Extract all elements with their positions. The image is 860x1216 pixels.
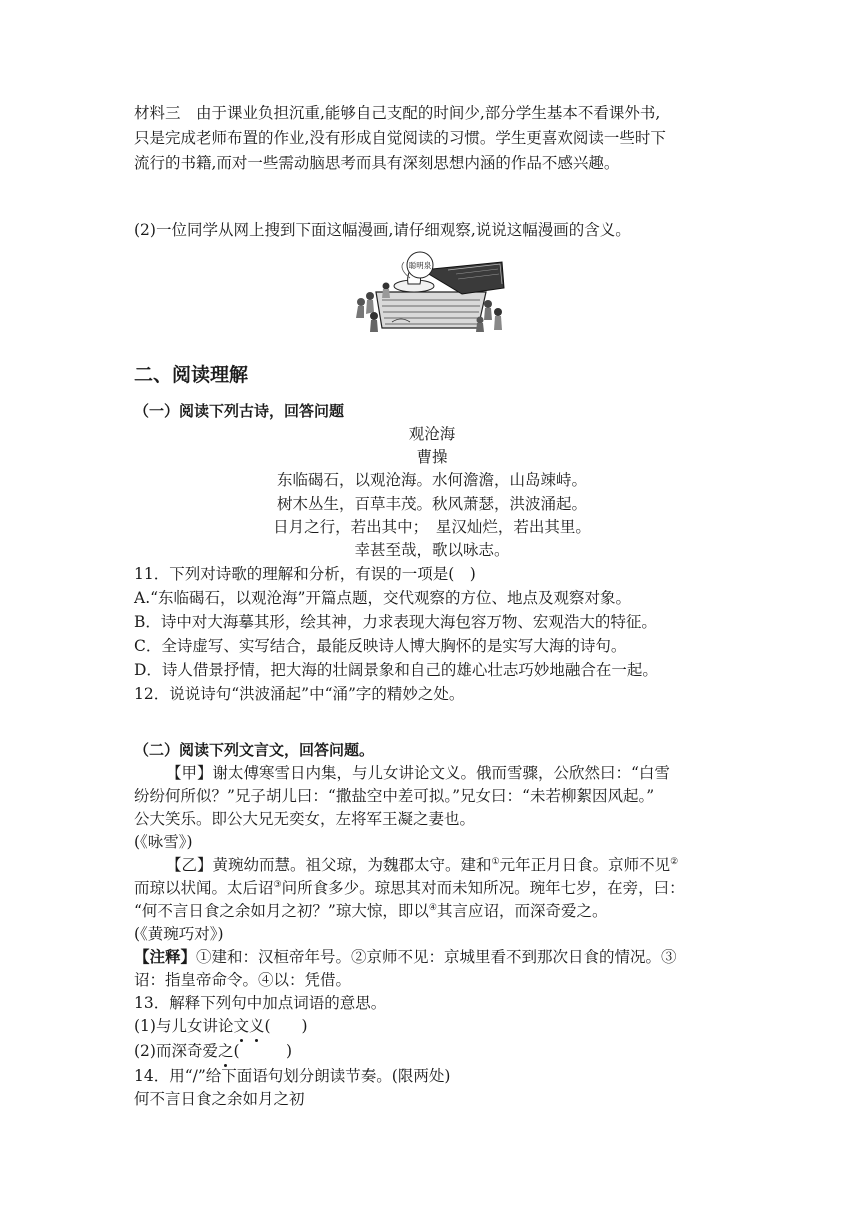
dotted-word: 义 — [249, 1014, 265, 1038]
poem-line: 幸甚至哉，歌以咏志。 — [354, 541, 510, 559]
part1-title: （一）阅读下列古诗，回答问题 — [134, 402, 345, 420]
poem-line: 东临碣石，以观沧海。水何澹澹，山岛竦峙。 — [276, 471, 587, 489]
notes-label: 【注释】 — [134, 947, 197, 966]
answer-blank: ( ) — [233, 1042, 293, 1060]
question-11-option-a: A.“东临碣石，以观沧海”开篇点题，交代观察的方位、地点及观察对象。 — [134, 589, 631, 607]
question-14-sentence: 何不言日食之余如月之初 — [134, 1090, 305, 1108]
question-11-stem: 11．下列对诗歌的理解和分析，有误的一项是( ) — [134, 565, 476, 583]
material3-line1: 材料三 由于课业负担沉重,能够自己支配的时间少,部分学生基本不看课外书, — [134, 104, 661, 122]
question-12: 12．说说诗句“洪波涌起”中“涌”字的精妙之处。 — [134, 685, 465, 703]
yi-line3: “何不言日食之余如月之初？”琼大惊，即以④其言应诏，而深奇爱之。 — [134, 902, 608, 920]
cartoon-illustration — [352, 248, 508, 334]
question-13-item1: (1)与儿女讲论文义( ) — [134, 1014, 308, 1038]
dotted-word: 之 — [218, 1039, 234, 1063]
yi-source: (《黄琬巧对》) — [134, 925, 224, 943]
question-11-option-d: D．诗人借景抒情，把大海的壮阔景象和自己的雄心壮志巧妙地融合在一起。 — [134, 661, 658, 679]
question-14-stem: 14．用“/”给下面语句划分朗读节奏。(限两处) — [134, 1067, 451, 1085]
material3-line2: 只是完成老师布置的作业,没有形成自觉阅读的习惯。学生更喜欢阅读一些时下 — [134, 129, 666, 147]
poem-author: 曹操 — [416, 448, 448, 466]
jia-line3: 公大笑乐。即公大兄无奕女，左将军王凝之妻也。 — [134, 810, 476, 828]
jia-line1: 【甲】谢太傅寒雪日内集，与儿女讲论文义。俄而雪骤，公欣然曰：“白雪 — [166, 764, 670, 782]
question-11-option-b: B．诗中对大海摹其形，绘其神，力求表现大海包容万物、宏观浩大的特征。 — [134, 613, 657, 631]
yi-line1: 【乙】黄琬幼而慧。祖父琼，为魏郡太守。建和①元年正月日食。京师不见② — [166, 856, 679, 874]
cartoon-sign-text: 聪明泉 — [408, 261, 432, 270]
poem-title: 观沧海 — [408, 425, 456, 443]
footnote-marker: ② — [670, 857, 679, 867]
notes-line2: 诏：指皇帝命令。④以：凭借。 — [134, 971, 352, 989]
part2-title: （二）阅读下列文言文，回答问题。 — [134, 741, 375, 759]
yi-line2: 而琼以状闻。太后诏③问所食多少。琼思其对而未知所况。琬年七岁，在旁，曰： — [134, 879, 685, 897]
question-11-option-c: C．全诗虚写、实写结合，最能反映诗人博大胸怀的是实写大海的诗句。 — [134, 637, 627, 655]
poem-line: 日月之行，若出其中； 星汉灿烂，若出其里。 — [273, 518, 591, 536]
answer-blank: ( ) — [264, 1017, 308, 1035]
notes-line1: 【注释】①建和：汉桓帝年号。②京师不见：京城里看不到那次日食的情况。③ — [134, 947, 677, 966]
footnote-marker: ④ — [428, 903, 437, 913]
footnote-marker: ① — [491, 857, 500, 867]
material3-line3: 流行的书籍,而对一些需动脑思考而具有深刻思想内涵的作品不感兴趣。 — [134, 154, 620, 172]
jia-source: (《咏雪》) — [134, 833, 193, 851]
question-13-item2: (2)而深奇爱之( ) — [134, 1039, 292, 1063]
question-13-stem: 13．解释下列句中加点词语的意思。 — [134, 994, 387, 1012]
question-2: (2)一位同学从网上搜到下面这幅漫画,请仔细观察,说说这幅漫画的含义。 — [134, 221, 631, 239]
dotted-word: 文 — [233, 1014, 249, 1038]
footnote-marker: ③ — [273, 880, 282, 890]
poem-line: 树木丛生，百草丰茂。秋风萧瑟，洪波涌起。 — [276, 495, 587, 513]
jia-line2: 纷纷何所似？”兄子胡儿曰：“撒盐空中差可拟。”兄女曰：“未若柳絮因风起。” — [134, 787, 655, 805]
section-title: 二、阅读理解 — [134, 364, 249, 386]
